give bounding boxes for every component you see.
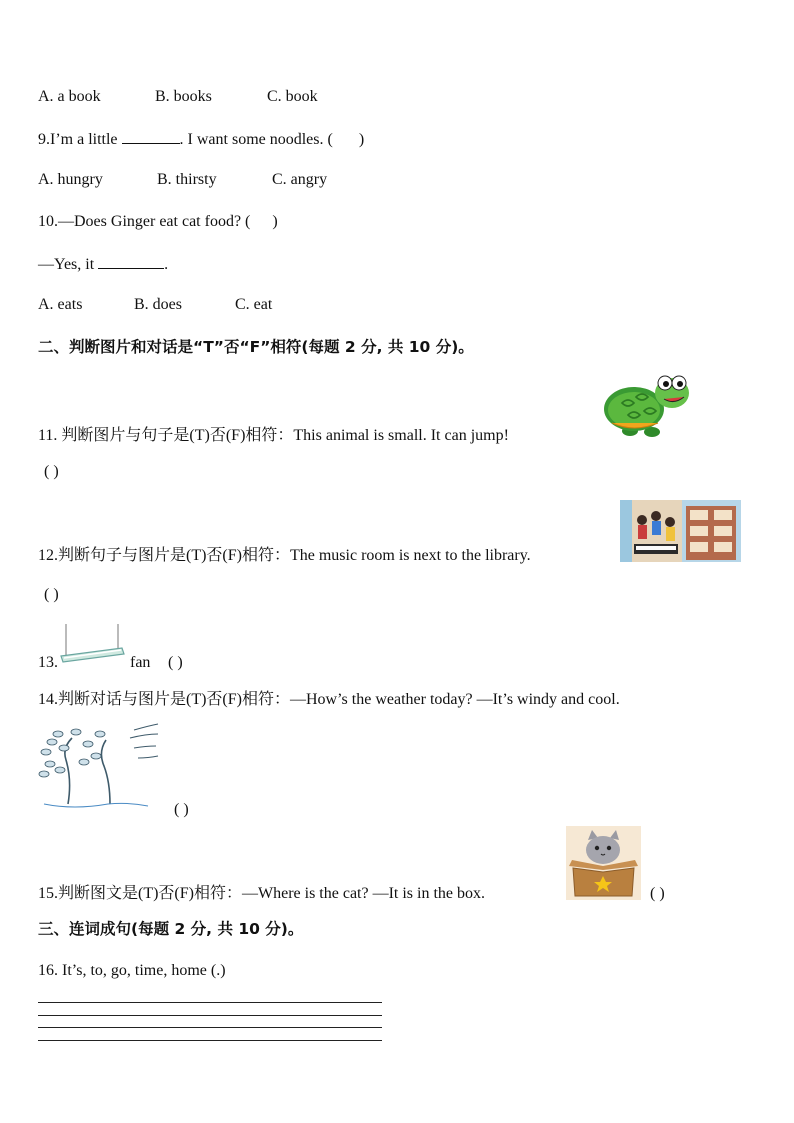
cat-in-box-image [566,826,641,900]
q10-options [38,295,272,315]
q16-writing-line-4[interactable] [38,1040,382,1041]
q14-text: 14.判断对话与图片是(T)否(F)相符：—How’s the weather today? —It’s windy and cool. [38,691,620,708]
q9-options [38,170,327,190]
q9-option-a[interactable]: A. hungry [38,171,103,188]
music-room-image [620,500,741,562]
q10-option-c[interactable]: C. eat [235,296,273,313]
q10-question [38,212,278,232]
section-2-heading: 二、判断图片和对话是“T”否“F”相符(每题 2 分, 共 10 分)。 [38,338,474,356]
section-3-heading: 三、连词成句(每题 2 分, 共 10 分)。 [38,920,304,938]
fluorescent-tube-image [58,622,130,666]
q16-text: 16. It’s, to, go, time, home (.) [38,962,226,979]
q9-option-c[interactable]: C. angry [272,171,328,188]
turtle-image [602,371,694,441]
q14-answer-paren[interactable]: ( ) [174,801,189,818]
q16-writing-line-2[interactable] [38,1015,382,1016]
q13-answer-paren[interactable]: ( ) [168,654,183,671]
q9-prefix: 9.I’m a little [38,131,118,148]
q9-suffix: . I want some noodles. ( [179,131,333,148]
q12-text: 12.判断句子与图片是(T)否(F)相符：The music room is next to the library. [38,547,531,564]
q11-text: 11. 判断图片与句子是(T)否(F)相符：This animal is small. It can jump! [38,427,509,444]
q10-question-text: 10.—Does Ginger eat cat food? ( [38,213,251,230]
q10-paren-close: ) [272,213,278,230]
q16-writing-line-3[interactable] [38,1027,382,1028]
windy-trees-image [38,722,166,812]
q10-answer-suffix: . [164,256,169,273]
q16-writing-line-1[interactable] [38,1002,382,1003]
q8-option-a[interactable]: A. a book [38,88,101,105]
q15-answer-paren[interactable]: ( ) [650,885,665,902]
q12-answer-paren[interactable]: ( ) [44,586,59,603]
q13-word: fan [130,654,151,671]
q8-option-c[interactable]: C. book [267,88,318,105]
q11-answer-paren[interactable]: ( ) [44,463,59,480]
q10-option-b[interactable]: B. does [134,296,182,313]
q13-number: 13. [38,654,58,671]
q8-option-b[interactable]: B. books [155,88,212,105]
q15-text: 15.判断图文是(T)否(F)相符：—Where is the cat? —It is in the box. [38,885,486,902]
q9-option-b[interactable]: B. thirsty [157,171,217,188]
q9-question [38,129,364,150]
q10-answer-prefix: —Yes, it [38,256,95,273]
q8-options [38,87,318,107]
q10-option-a[interactable]: A. eats [38,296,83,313]
q10-answer-blank[interactable] [98,254,164,269]
q9-answer-blank[interactable] [122,129,180,144]
q10-answer [38,254,168,275]
q9-paren-close: ) [358,131,365,148]
